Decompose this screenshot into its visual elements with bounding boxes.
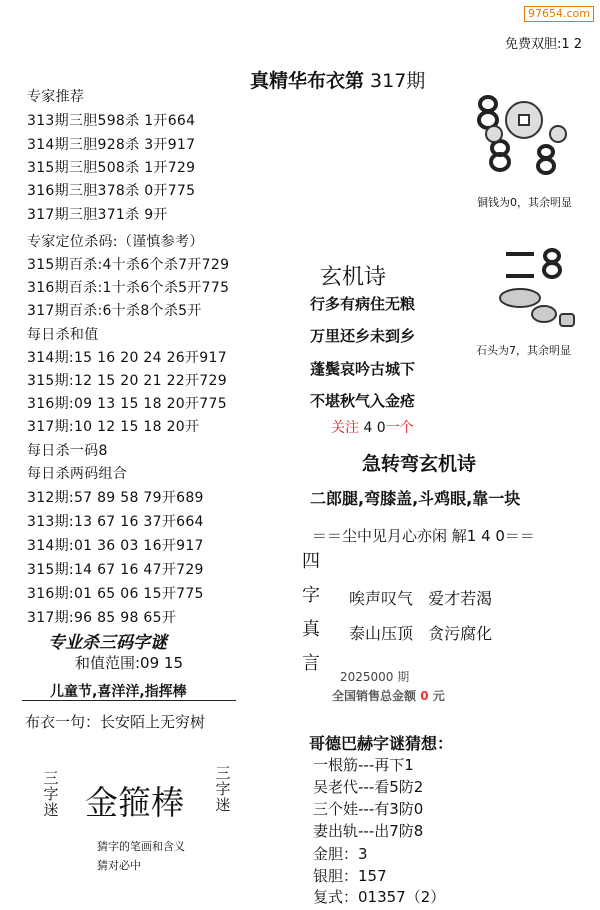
divider [22, 700, 236, 701]
list-item: 314期:01 36 03 16开917 [27, 538, 204, 554]
list-item: 317期:96 85 98 65开 [27, 610, 177, 626]
free-double-pick: 免费双胆:1 2 [505, 37, 583, 52]
picture-caption: 石头为7，其余明显 [476, 344, 571, 357]
list-item: 315期百杀:4十杀6个杀7开729 [27, 257, 230, 273]
brainteaser-title: 急转弯玄机诗 [362, 453, 477, 475]
sales-value: 0 [420, 689, 429, 703]
three-char-label-left: 三字迷 [43, 769, 59, 819]
four-char-phrase: 贪污腐化 [428, 624, 493, 643]
list-item: 315期三胆508杀 1开729 [27, 160, 196, 176]
dust-moon-line: ＝＝尘中见月心亦闲 解1 4 0＝＝ [312, 527, 535, 545]
four-char-row [349, 586, 492, 609]
page-title [250, 66, 425, 93]
poem-line: 万里还乡未到乡 [310, 327, 416, 345]
title-main: 真精华布衣第 [250, 70, 365, 92]
daily-sum-title: 每日杀和值 [27, 327, 99, 343]
site-watermark[interactable]: 97654.com [524, 6, 594, 22]
three-char-label-right: 三字迷 [215, 764, 231, 814]
list-item: 吴老代---看5防2 [313, 778, 424, 796]
list-item: 316期百杀:1十杀6个杀5开775 [27, 280, 230, 296]
list-item: 313期:13 67 16 37开664 [27, 514, 204, 530]
picture-caption: 铜钱为0，其余明显 [477, 196, 572, 209]
list-item: 312期:57 89 58 79开689 [27, 490, 204, 506]
year-issue: 2025000 期 [340, 670, 410, 684]
title-issue: 317期 [370, 70, 426, 92]
follow-suffix: 一个 [385, 420, 414, 436]
kill-two-title: 每日杀两码组合 [27, 466, 128, 482]
sales-total [332, 687, 445, 704]
list-item: 三个娃---有3防0 [313, 800, 424, 818]
position-kill-title: 专家定位杀码:（谨慎参考） [27, 234, 204, 250]
list-item: 315期:12 15 20 21 22开729 [27, 373, 227, 389]
list-item: 316期:09 13 15 18 20开775 [27, 396, 227, 412]
four-char-phrase: 爱才若渴 [428, 589, 493, 608]
list-item: 妻出轨---出7防8 [313, 822, 424, 840]
four-char-phrase: 泰山压顶 [349, 624, 414, 643]
picture-riddle-coins [468, 90, 588, 190]
hint-line: 猜对必中 [97, 859, 141, 872]
follow-number: 4 0 [363, 420, 386, 436]
list-item: 315期:14 67 16 47开729 [27, 562, 204, 578]
sum-range: 和值范围:09 15 [75, 654, 183, 672]
list-item: 316期:01 65 06 15开775 [27, 586, 204, 602]
list-item: 314期三胆928杀 3开917 [27, 137, 196, 153]
list-item: 316期三胆378杀 0开775 [27, 183, 196, 199]
list-item: 313期三胆598杀 1开664 [27, 113, 196, 129]
brainteaser-riddle: 二郎腿,弯膝盖,斗鸡眼,靠一块 [310, 489, 521, 508]
expert-recommend-title: 专家推荐 [27, 89, 85, 105]
sales-unit: 元 [432, 689, 445, 703]
goldbach-title: 哥德巴赫字谜猜想： [309, 734, 454, 753]
four-char-phrase: 唉声叹气 [349, 589, 414, 608]
buyi-saying: 布衣一句：长安陌上无穷树 [25, 713, 206, 731]
follow-label: 关注 [331, 420, 359, 436]
sales-label: 全国销售总金额 [332, 689, 417, 703]
list-item: 317期百杀:6十杀8个杀5开 [27, 303, 202, 319]
list-item: 一根筋---再下1 [313, 756, 414, 774]
riddle-answer: 金箍棒 [85, 783, 184, 822]
picture-riddle-stones [492, 248, 582, 338]
list-item: 复式：01357（2） [313, 888, 446, 906]
pro-riddle-heading: 专业杀三码字谜 [48, 633, 167, 653]
four-char-row [349, 621, 492, 644]
list-item: 317期:10 12 15 18 20开 [27, 419, 200, 435]
kill-one-code: 每日杀一码8 [27, 443, 108, 459]
list-item: 金胆：3 [313, 845, 368, 863]
poem-line: 行多有病住无粮 [310, 295, 416, 313]
poem-line: 蓬鬓哀吟古城下 [310, 360, 416, 378]
hint-line: 猜字的笔画和含义 [97, 840, 185, 853]
list-item: 314期:15 16 20 24 26开917 [27, 350, 227, 366]
poem-line: 不堪秋气入金疮 [310, 392, 416, 410]
list-item: 317期三胆371杀 9开 [27, 207, 168, 223]
poem-title: 玄机诗 [320, 265, 387, 290]
kids-day-clue: 儿童节,喜洋洋,指挥棒 [50, 684, 187, 700]
stone-icon [500, 289, 574, 326]
follow-line [331, 417, 414, 437]
list-item: 银胆：157 [313, 867, 387, 885]
four-char-label: 四字真言 [302, 551, 320, 674]
